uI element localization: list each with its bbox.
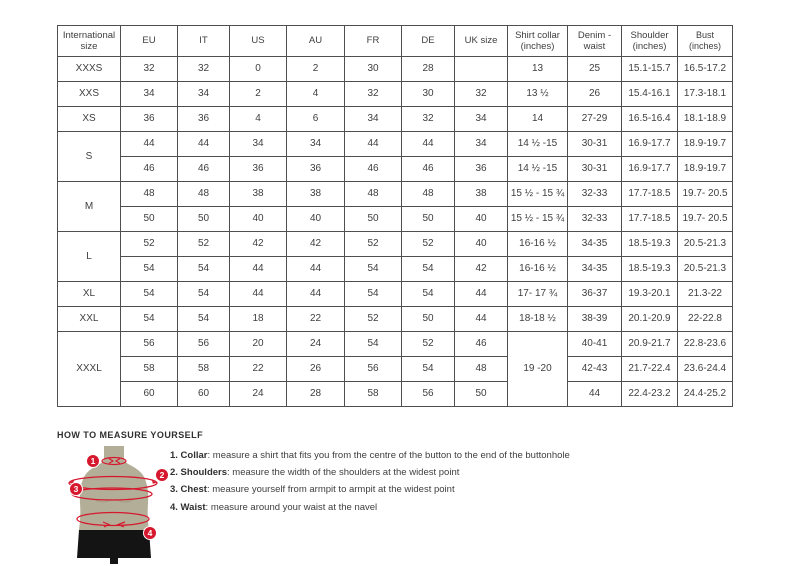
value-cell: 23.6-24.4 — [678, 357, 733, 382]
value-cell: 24 — [230, 382, 287, 407]
value-cell: 34 — [230, 132, 287, 157]
value-cell: 56 — [402, 382, 455, 407]
value-cell: 52 — [402, 232, 455, 257]
svg-text:1: 1 — [90, 456, 96, 466]
value-cell: 44 — [568, 382, 622, 407]
international-size-cell: XL — [58, 282, 121, 307]
value-cell: 18.1-18.9 — [678, 107, 733, 132]
value-cell: 28 — [287, 382, 345, 407]
value-cell: 60 — [178, 382, 230, 407]
value-cell: 46 — [455, 332, 508, 357]
size-row — [58, 57, 733, 82]
column-header: IT — [178, 26, 230, 57]
value-cell: 50 — [178, 207, 230, 232]
marker-2 — [156, 469, 169, 482]
value-cell: 48 — [402, 182, 455, 207]
value-cell: 52 — [345, 307, 402, 332]
column-header: Denim - waist — [568, 26, 622, 57]
measure-step-label: 1. Collar — [170, 450, 208, 461]
value-cell: 52 — [121, 232, 178, 257]
value-cell: 19.7- 20.5 — [678, 207, 733, 232]
value-cell: 54 — [402, 257, 455, 282]
value-cell: 30 — [345, 57, 402, 82]
value-cell: 20 — [230, 332, 287, 357]
shorts-shape — [77, 530, 151, 564]
value-cell: 52 — [345, 232, 402, 257]
value-cell: 15.4-16.1 — [622, 82, 678, 107]
value-cell: 16-16 ½ — [508, 257, 568, 282]
size-row — [58, 232, 733, 257]
measure-step — [170, 447, 570, 464]
column-header: UK size — [455, 26, 508, 57]
value-cell: 40 — [455, 232, 508, 257]
value-cell: 19.7- 20.5 — [678, 182, 733, 207]
value-cell: 44 — [178, 132, 230, 157]
international-size-cell: XXXL — [58, 332, 121, 407]
value-cell: 46 — [121, 157, 178, 182]
international-size-cell: XXXS — [58, 57, 121, 82]
international-size-cell: S — [58, 132, 121, 182]
column-header: Bust (inches) — [678, 26, 733, 57]
value-cell: 32-33 — [568, 207, 622, 232]
value-cell: 28 — [402, 57, 455, 82]
international-size-cell: M — [58, 182, 121, 232]
column-header: International size — [58, 26, 121, 57]
value-cell: 15.1-15.7 — [622, 57, 678, 82]
value-cell: 44 — [455, 282, 508, 307]
size-row — [58, 82, 733, 107]
value-cell: 34 — [287, 132, 345, 157]
value-cell: 42-43 — [568, 357, 622, 382]
column-header: US — [230, 26, 287, 57]
value-cell: 32 — [455, 82, 508, 107]
value-cell: 34 — [121, 82, 178, 107]
size-row — [58, 282, 733, 307]
value-cell: 2 — [287, 57, 345, 82]
value-cell: 38 — [455, 182, 508, 207]
value-cell: 13 ½ — [508, 82, 568, 107]
marker-1 — [87, 455, 100, 468]
value-cell: 44 — [402, 132, 455, 157]
value-cell: 32 — [402, 107, 455, 132]
value-cell: 36 — [230, 157, 287, 182]
value-cell: 44 — [230, 257, 287, 282]
column-header: EU — [121, 26, 178, 57]
value-cell: 54 — [178, 282, 230, 307]
value-cell: 24.4-25.2 — [678, 382, 733, 407]
value-cell: 54 — [402, 282, 455, 307]
value-cell: 44 — [287, 257, 345, 282]
value-cell: 42 — [455, 257, 508, 282]
value-cell: 16.9-17.7 — [622, 157, 678, 182]
value-cell: 22 — [230, 357, 287, 382]
value-cell: 26 — [568, 82, 622, 107]
value-cell: 36 — [287, 157, 345, 182]
measure-step-label: 4. Waist — [170, 501, 206, 513]
value-cell: 54 — [121, 257, 178, 282]
value-cell: 6 — [287, 107, 345, 132]
marker-3 — [70, 483, 83, 496]
size-row — [58, 182, 733, 207]
value-cell: 18.9-19.7 — [678, 132, 733, 157]
measure-step-text: : measure around your waist at the navel — [205, 501, 378, 513]
value-cell: 16.9-17.7 — [622, 132, 678, 157]
value-cell: 54 — [121, 307, 178, 332]
value-cell: 17.3-18.1 — [678, 82, 733, 107]
value-cell: 20.5-21.3 — [678, 257, 733, 282]
value-cell: 21.3-22 — [678, 282, 733, 307]
measure-step-text: : measure the width of the shoulders at the widest point — [227, 467, 460, 479]
value-cell: 34-35 — [568, 232, 622, 257]
value-cell: 44 — [345, 132, 402, 157]
value-cell: 58 — [121, 357, 178, 382]
value-cell: 46 — [402, 157, 455, 182]
value-cell: 20.1-20.9 — [622, 307, 678, 332]
marker-4 — [144, 527, 157, 540]
value-cell: 30-31 — [568, 157, 622, 182]
measure-step-label: 2. Shoulders — [170, 467, 228, 479]
value-cell: 32 — [345, 82, 402, 107]
international-size-cell: L — [58, 232, 121, 282]
value-cell: 22-22.8 — [678, 307, 733, 332]
size-row — [58, 332, 733, 357]
value-cell: 34 — [455, 132, 508, 157]
value-cell: 50 — [345, 207, 402, 232]
value-cell: 36 — [121, 107, 178, 132]
value-cell: 22.4-23.2 — [622, 382, 678, 407]
value-cell: 14 ½ -15 — [508, 132, 568, 157]
value-cell: 36 — [455, 157, 508, 182]
column-header: Shirt collar (inches) — [508, 26, 568, 57]
value-cell: 50 — [455, 382, 508, 407]
value-cell: 58 — [178, 357, 230, 382]
value-cell: 54 — [121, 282, 178, 307]
value-cell: 46 — [178, 157, 230, 182]
value-cell: 48 — [121, 182, 178, 207]
value-cell: 34 — [178, 82, 230, 107]
value-cell: 38 — [287, 182, 345, 207]
value-cell: 18.5-19.3 — [622, 257, 678, 282]
value-cell: 17.7-18.5 — [622, 182, 678, 207]
value-cell: 0 — [230, 57, 287, 82]
value-cell: 50 — [402, 207, 455, 232]
measure-step — [170, 481, 570, 498]
size-row — [58, 257, 733, 282]
value-cell: 34 — [455, 107, 508, 132]
value-cell: 14 ½ -15 — [508, 157, 568, 182]
value-cell: 18-18 ½ — [508, 307, 568, 332]
value-cell: 2 — [230, 82, 287, 107]
size-row — [58, 157, 733, 182]
size-row — [58, 107, 733, 132]
value-cell: 50 — [121, 207, 178, 232]
value-cell — [455, 57, 508, 82]
international-size-cell: XS — [58, 107, 121, 132]
value-cell: 32 — [178, 57, 230, 82]
value-cell: 54 — [345, 282, 402, 307]
value-cell: 17.7-18.5 — [622, 207, 678, 232]
measure-step-text: : measure yourself from armpit to armpit at the widest point — [206, 484, 455, 496]
value-cell: 38-39 — [568, 307, 622, 332]
size-row — [58, 382, 733, 407]
value-cell: 32-33 — [568, 182, 622, 207]
measure-steps-list — [170, 447, 570, 516]
size-table-header — [58, 26, 733, 57]
measure-step-text: : measure a shirt that fits you from the centre of the button to the end of the buttonhole — [207, 450, 570, 461]
value-cell: 54 — [178, 307, 230, 332]
value-cell: 16-16 ½ — [508, 232, 568, 257]
value-cell: 17- 17 ¾ — [508, 282, 568, 307]
column-header: DE — [402, 26, 455, 57]
value-cell: 48 — [178, 182, 230, 207]
measure-guide-title: HOW TO MEASURE YOURSELF — [57, 430, 204, 440]
value-cell: 40 — [455, 207, 508, 232]
mannequin-figure — [58, 446, 170, 566]
value-cell: 44 — [230, 282, 287, 307]
international-size-cell: XXL — [58, 307, 121, 332]
value-cell: 54 — [178, 257, 230, 282]
svg-text:4: 4 — [147, 528, 153, 538]
value-cell: 18.5-19.3 — [622, 232, 678, 257]
value-cell: 50 — [402, 307, 455, 332]
size-row — [58, 207, 733, 232]
value-cell: 30-31 — [568, 132, 622, 157]
value-cell: 32 — [121, 57, 178, 82]
measure-step-label: 3. Chest — [170, 484, 207, 496]
value-cell: 15 ½ - 15 ¾ — [508, 182, 568, 207]
value-cell: 36 — [178, 107, 230, 132]
value-cell: 40 — [287, 207, 345, 232]
value-cell: 20.9-21.7 — [622, 332, 678, 357]
value-cell: 42 — [287, 232, 345, 257]
value-cell: 44 — [455, 307, 508, 332]
measure-step — [170, 499, 570, 516]
size-row — [58, 307, 733, 332]
value-cell: 54 — [345, 257, 402, 282]
column-header: Shoulder (inches) — [622, 26, 678, 57]
value-cell: 56 — [121, 332, 178, 357]
value-cell: 38 — [230, 182, 287, 207]
value-cell: 56 — [178, 332, 230, 357]
value-cell: 27-29 — [568, 107, 622, 132]
value-cell: 22.8-23.6 — [678, 332, 733, 357]
measure-step — [170, 464, 570, 481]
value-cell: 54 — [402, 357, 455, 382]
value-cell: 19.3-20.1 — [622, 282, 678, 307]
value-cell: 30 — [402, 82, 455, 107]
value-cell: 40-41 — [568, 332, 622, 357]
value-cell: 44 — [287, 282, 345, 307]
value-cell: 48 — [345, 182, 402, 207]
value-cell: 60 — [121, 382, 178, 407]
value-cell: 21.7-22.4 — [622, 357, 678, 382]
shirt-collar-cell: 19 -20 — [508, 332, 568, 407]
value-cell: 26 — [287, 357, 345, 382]
size-row — [58, 132, 733, 157]
value-cell: 18 — [230, 307, 287, 332]
size-row — [58, 357, 733, 382]
value-cell: 18.9-19.7 — [678, 157, 733, 182]
value-cell: 16.5-17.2 — [678, 57, 733, 82]
value-cell: 15 ½ - 15 ¾ — [508, 207, 568, 232]
svg-text:3: 3 — [73, 484, 79, 494]
value-cell: 48 — [455, 357, 508, 382]
value-cell: 54 — [345, 332, 402, 357]
value-cell: 36-37 — [568, 282, 622, 307]
value-cell: 40 — [230, 207, 287, 232]
value-cell: 34-35 — [568, 257, 622, 282]
value-cell: 56 — [345, 357, 402, 382]
value-cell: 14 — [508, 107, 568, 132]
value-cell: 16.5-16.4 — [622, 107, 678, 132]
value-cell: 25 — [568, 57, 622, 82]
value-cell: 52 — [178, 232, 230, 257]
value-cell: 24 — [287, 332, 345, 357]
column-header: AU — [287, 26, 345, 57]
column-header: FR — [345, 26, 402, 57]
svg-text:2: 2 — [159, 470, 165, 480]
value-cell: 22 — [287, 307, 345, 332]
value-cell: 58 — [345, 382, 402, 407]
value-cell: 13 — [508, 57, 568, 82]
international-size-cell: XXS — [58, 82, 121, 107]
value-cell: 34 — [345, 107, 402, 132]
size-chart-table — [57, 25, 733, 407]
value-cell: 52 — [402, 332, 455, 357]
value-cell: 4 — [287, 82, 345, 107]
value-cell: 44 — [121, 132, 178, 157]
value-cell: 46 — [345, 157, 402, 182]
value-cell: 42 — [230, 232, 287, 257]
value-cell: 4 — [230, 107, 287, 132]
value-cell: 20.5-21.3 — [678, 232, 733, 257]
